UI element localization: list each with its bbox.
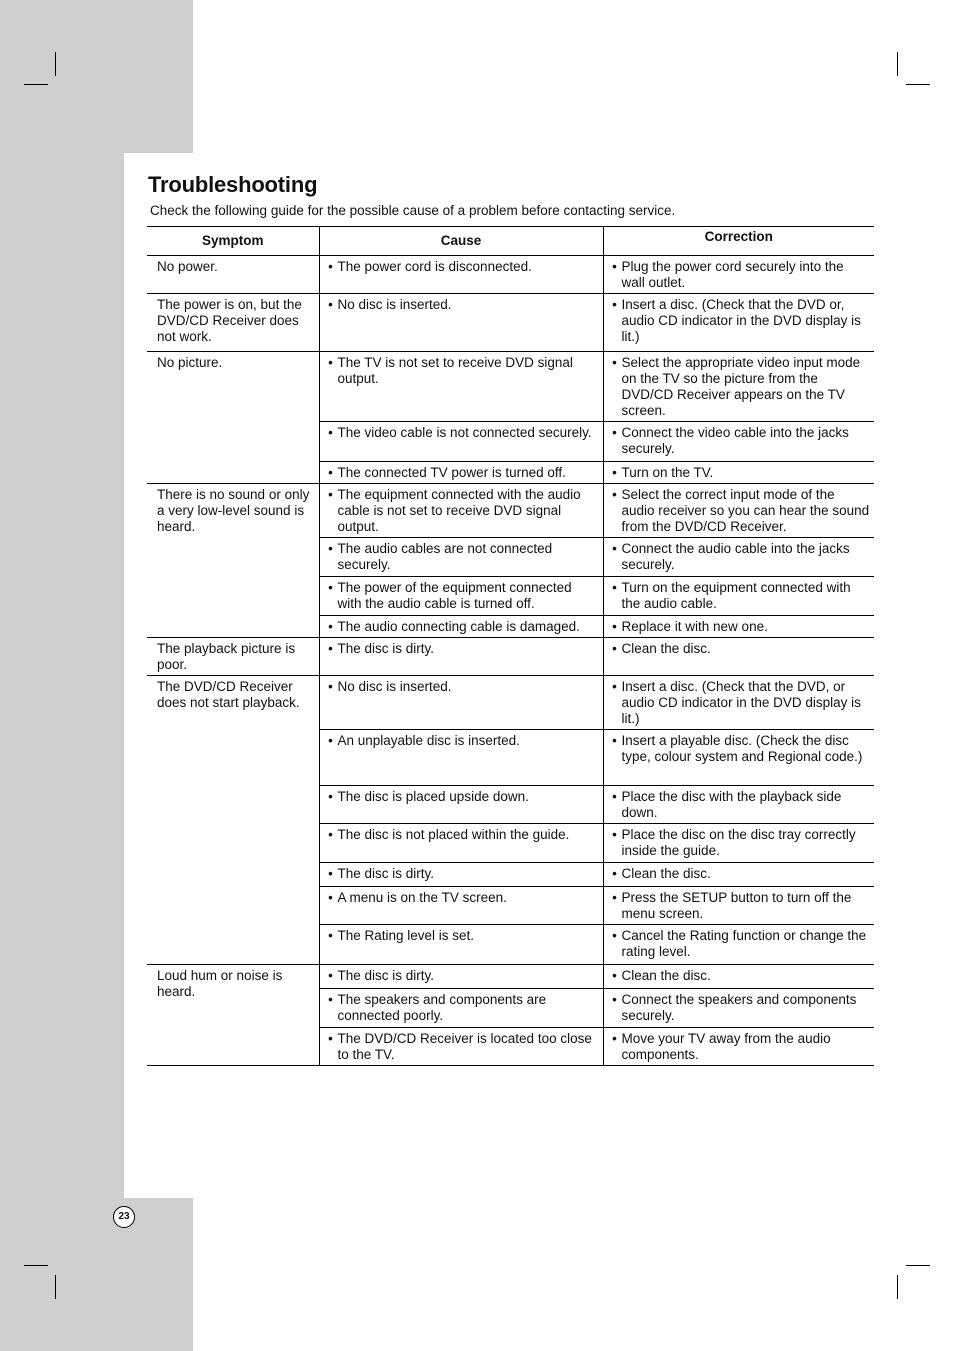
bullet-item <box>608 580 871 612</box>
cause-cell-text: The TV is not set to receive DVD signal output. <box>337 355 573 386</box>
correction-cell <box>603 352 874 422</box>
table-row <box>147 676 874 730</box>
correction-cell <box>603 638 874 676</box>
crop-mark <box>906 84 930 85</box>
correction-cell <box>603 676 874 730</box>
correction-cell <box>603 484 874 538</box>
bullet-item <box>324 733 599 749</box>
bullet-icon: • <box>612 541 617 556</box>
correction-cell-text: Replace it with new one. <box>621 619 768 634</box>
bullet-item <box>324 541 599 573</box>
cause-cell-text: The speakers and components are connected poorly. <box>337 992 547 1023</box>
cause-cell <box>319 786 603 824</box>
bullet-icon: • <box>612 355 617 370</box>
cause-cell <box>319 887 603 925</box>
bullet-item <box>608 259 871 291</box>
cause-cell-text: The connected TV power is turned off. <box>337 465 566 480</box>
correction-cell-text: Clean the disc. <box>621 866 711 881</box>
cause-cell-text: The audio cables are not connected securely. <box>337 541 553 572</box>
correction-cell-text: Insert a playable disc. (Check the disc type, colour system and Regional code.) <box>621 733 863 764</box>
bullet-item <box>608 866 871 882</box>
correction-cell-text: Select the appropriate video input mode on the TV so the picture from the DVD/CD Receiver appears on the TV screen. <box>621 355 861 418</box>
bullet-icon: • <box>328 465 333 480</box>
bullet-item <box>324 641 599 657</box>
cause-cell <box>319 989 603 1028</box>
correction-cell-text: Insert a disc. (Check that the DVD, or audio CD indicator in the DVD display is lit.) <box>621 679 861 726</box>
correction-cell-text: Cancel the Rating function or change the rating level. <box>621 928 867 959</box>
bullet-item <box>324 425 599 441</box>
bullet-item <box>324 297 599 313</box>
correction-cell-text: Turn on the equipment connected with the audio cable. <box>621 580 851 611</box>
cause-cell-text: The video cable is not connected securely. <box>337 425 592 440</box>
bullet-item <box>324 827 599 843</box>
bullet-icon: • <box>328 890 333 905</box>
bullet-item <box>324 789 599 805</box>
correction-cell <box>603 965 874 989</box>
page-number: 23 <box>113 1206 135 1228</box>
bullet-icon: • <box>328 1031 333 1046</box>
bullet-icon: • <box>612 992 617 1007</box>
bullet-item <box>324 259 599 275</box>
bullet-item <box>608 1031 871 1063</box>
table-row <box>147 256 874 294</box>
correction-cell <box>603 730 874 786</box>
column-header-symptom: Symptom <box>147 227 319 256</box>
correction-cell <box>603 925 874 965</box>
cause-cell <box>319 256 603 294</box>
crop-mark <box>906 1265 930 1266</box>
cause-cell <box>319 638 603 676</box>
cause-cell-text: The disc is dirty. <box>337 641 435 656</box>
correction-cell-text: Move your TV away from the audio components. <box>621 1031 831 1062</box>
cause-cell <box>319 352 603 422</box>
bullet-item <box>608 968 871 984</box>
correction-cell <box>603 538 874 577</box>
bullet-icon: • <box>328 619 333 634</box>
correction-cell <box>603 887 874 925</box>
cause-cell-text: No disc is inserted. <box>337 297 452 312</box>
bullet-icon: • <box>612 866 617 881</box>
cause-cell-text: The audio connecting cable is damaged. <box>337 619 580 634</box>
crop-mark <box>897 1275 898 1299</box>
correction-cell-text: Connect the speakers and components securely. <box>621 992 857 1023</box>
bullet-icon: • <box>612 619 617 634</box>
bullet-item <box>608 297 871 345</box>
table-row <box>147 484 874 538</box>
page-margin-bottom <box>0 1198 193 1351</box>
troubleshooting-table <box>147 226 874 1066</box>
crop-mark <box>24 84 48 85</box>
bullet-icon: • <box>328 259 333 274</box>
bullet-icon: • <box>328 968 333 983</box>
correction-cell-text: Connect the video cable into the jacks securely. <box>621 425 849 456</box>
table-row <box>147 352 874 422</box>
bullet-item <box>608 541 871 573</box>
bullet-icon: • <box>328 580 333 595</box>
correction-cell-text: Select the correct input mode of the audio receiver so you can hear the sound from the DVD/CD Receiver. <box>621 487 870 534</box>
bullet-icon: • <box>328 679 333 694</box>
symptom-cell: The power is on, but the DVD/CD Receiver does not work. <box>147 294 319 352</box>
crop-mark <box>55 1275 56 1299</box>
cause-cell <box>319 577 603 616</box>
correction-cell-text: Clean the disc. <box>621 641 711 656</box>
table-header-row <box>147 227 874 256</box>
page-margin-top <box>0 0 193 153</box>
bullet-item <box>324 866 599 882</box>
symptom-cell: Loud hum or noise is heard. <box>147 965 319 1066</box>
bullet-icon: • <box>328 928 333 943</box>
bullet-icon: • <box>612 789 617 804</box>
cause-cell <box>319 676 603 730</box>
cause-cell <box>319 965 603 989</box>
bullet-item <box>608 465 871 481</box>
symptom-cell: No power. <box>147 256 319 294</box>
bullet-item <box>324 968 599 984</box>
correction-cell <box>603 989 874 1028</box>
correction-cell <box>603 294 874 352</box>
bullet-icon: • <box>612 580 617 595</box>
correction-cell <box>603 422 874 462</box>
cause-cell-text: The disc is placed upside down. <box>337 789 529 804</box>
bullet-icon: • <box>328 541 333 556</box>
bullet-item <box>324 580 599 612</box>
symptom-cell: The DVD/CD Receiver does not start playback. <box>147 676 319 965</box>
bullet-item <box>324 487 599 535</box>
cause-cell <box>319 422 603 462</box>
cause-cell <box>319 538 603 577</box>
bullet-icon: • <box>612 827 617 842</box>
cause-cell <box>319 863 603 887</box>
bullet-icon: • <box>612 425 617 440</box>
bullet-item <box>608 355 871 419</box>
bullet-icon: • <box>328 789 333 804</box>
correction-cell <box>603 863 874 887</box>
bullet-item <box>608 425 871 457</box>
correction-cell-text: Insert a disc. (Check that the DVD or, audio CD indicator in the DVD display is lit.) <box>621 297 861 344</box>
cause-cell <box>319 294 603 352</box>
bullet-icon: • <box>612 679 617 694</box>
table-row <box>147 638 874 676</box>
correction-cell <box>603 786 874 824</box>
correction-cell-text: Turn on the TV. <box>621 465 714 480</box>
bullet-item <box>324 619 599 635</box>
bullet-icon: • <box>612 487 617 502</box>
bullet-item <box>608 619 871 635</box>
bullet-item <box>608 890 871 922</box>
bullet-item <box>324 465 599 481</box>
bullet-icon: • <box>328 425 333 440</box>
table-body <box>147 256 874 1066</box>
symptom-cell: No picture. <box>147 352 319 484</box>
table-row <box>147 965 874 989</box>
bullet-item <box>324 1031 599 1063</box>
bullet-icon: • <box>612 890 617 905</box>
correction-cell <box>603 1028 874 1066</box>
cause-cell-text: The disc is dirty. <box>337 968 435 983</box>
bullet-item <box>324 890 599 906</box>
bullet-icon: • <box>328 992 333 1007</box>
cause-cell-text: No disc is inserted. <box>337 679 452 694</box>
bullet-item <box>608 827 871 859</box>
cause-cell-text: A menu is on the TV screen. <box>337 890 507 905</box>
bullet-item <box>324 679 599 695</box>
cause-cell-text: The power of the equipment connected with the audio cable is turned off. <box>337 580 572 611</box>
bullet-item <box>608 679 871 727</box>
bullet-item <box>608 992 871 1024</box>
bullet-icon: • <box>328 297 333 312</box>
bullet-icon: • <box>612 259 617 274</box>
cause-cell-text: An unplayable disc is inserted. <box>337 733 520 748</box>
correction-cell-text: Plug the power cord securely into the wall outlet. <box>621 259 844 290</box>
column-header-cause: Cause <box>319 227 603 256</box>
cause-cell <box>319 925 603 965</box>
correction-cell <box>603 577 874 616</box>
bullet-item <box>324 355 599 387</box>
correction-cell-text: Place the disc with the playback side down. <box>621 789 842 820</box>
symptom-cell: There is no sound or only a very low-level sound is heard. <box>147 484 319 638</box>
cause-cell-text: The Rating level is set. <box>337 928 475 943</box>
bullet-item <box>608 641 871 657</box>
bullet-item <box>608 487 871 535</box>
bullet-item <box>608 733 871 765</box>
intro-text: Check the following guide for the possible cause of a problem before contacting service. <box>150 203 676 218</box>
bullet-icon: • <box>612 968 617 983</box>
symptom-cell: The playback picture is poor. <box>147 638 319 676</box>
bullet-icon: • <box>612 641 617 656</box>
correction-cell-text: Press the SETUP button to turn off the menu screen. <box>621 890 852 921</box>
bullet-item <box>324 992 599 1024</box>
correction-cell <box>603 462 874 484</box>
bullet-icon: • <box>612 297 617 312</box>
page-title: Troubleshooting <box>148 172 318 197</box>
correction-cell <box>603 256 874 294</box>
cause-cell <box>319 730 603 786</box>
crop-mark <box>897 52 898 76</box>
cause-cell <box>319 484 603 538</box>
correction-cell <box>603 824 874 863</box>
correction-cell-text: Connect the audio cable into the jacks securely. <box>621 541 850 572</box>
bullet-icon: • <box>328 641 333 656</box>
correction-cell-text: Place the disc on the disc tray correctly inside the guide. <box>621 827 856 858</box>
bullet-item <box>608 789 871 821</box>
bullet-item <box>324 928 599 944</box>
column-header-correction: Correction <box>603 227 874 256</box>
crop-mark <box>55 52 56 76</box>
bullet-icon: • <box>612 733 617 748</box>
cause-cell-text: The disc is not placed within the guide. <box>337 827 570 842</box>
bullet-item <box>608 928 871 960</box>
cause-cell-text: The disc is dirty. <box>337 866 435 881</box>
cause-cell <box>319 462 603 484</box>
bullet-icon: • <box>328 733 333 748</box>
page-margin-left <box>0 153 124 1198</box>
bullet-icon: • <box>612 928 617 943</box>
bullet-icon: • <box>328 827 333 842</box>
bullet-icon: • <box>612 465 617 480</box>
bullet-icon: • <box>328 487 333 502</box>
bullet-icon: • <box>328 866 333 881</box>
correction-cell <box>603 616 874 638</box>
crop-mark <box>24 1265 48 1266</box>
bullet-icon: • <box>328 355 333 370</box>
cause-cell-text: The power cord is disconnected. <box>337 259 532 274</box>
cause-cell <box>319 1028 603 1066</box>
cause-cell-text: The DVD/CD Receiver is located too close to the TV. <box>337 1031 592 1062</box>
correction-cell-text: Clean the disc. <box>621 968 711 983</box>
cause-cell <box>319 824 603 863</box>
cause-cell-text: The equipment connected with the audio cable is not set to receive DVD signal output. <box>337 487 581 534</box>
cause-cell <box>319 616 603 638</box>
table-row <box>147 294 874 352</box>
bullet-icon: • <box>612 1031 617 1046</box>
